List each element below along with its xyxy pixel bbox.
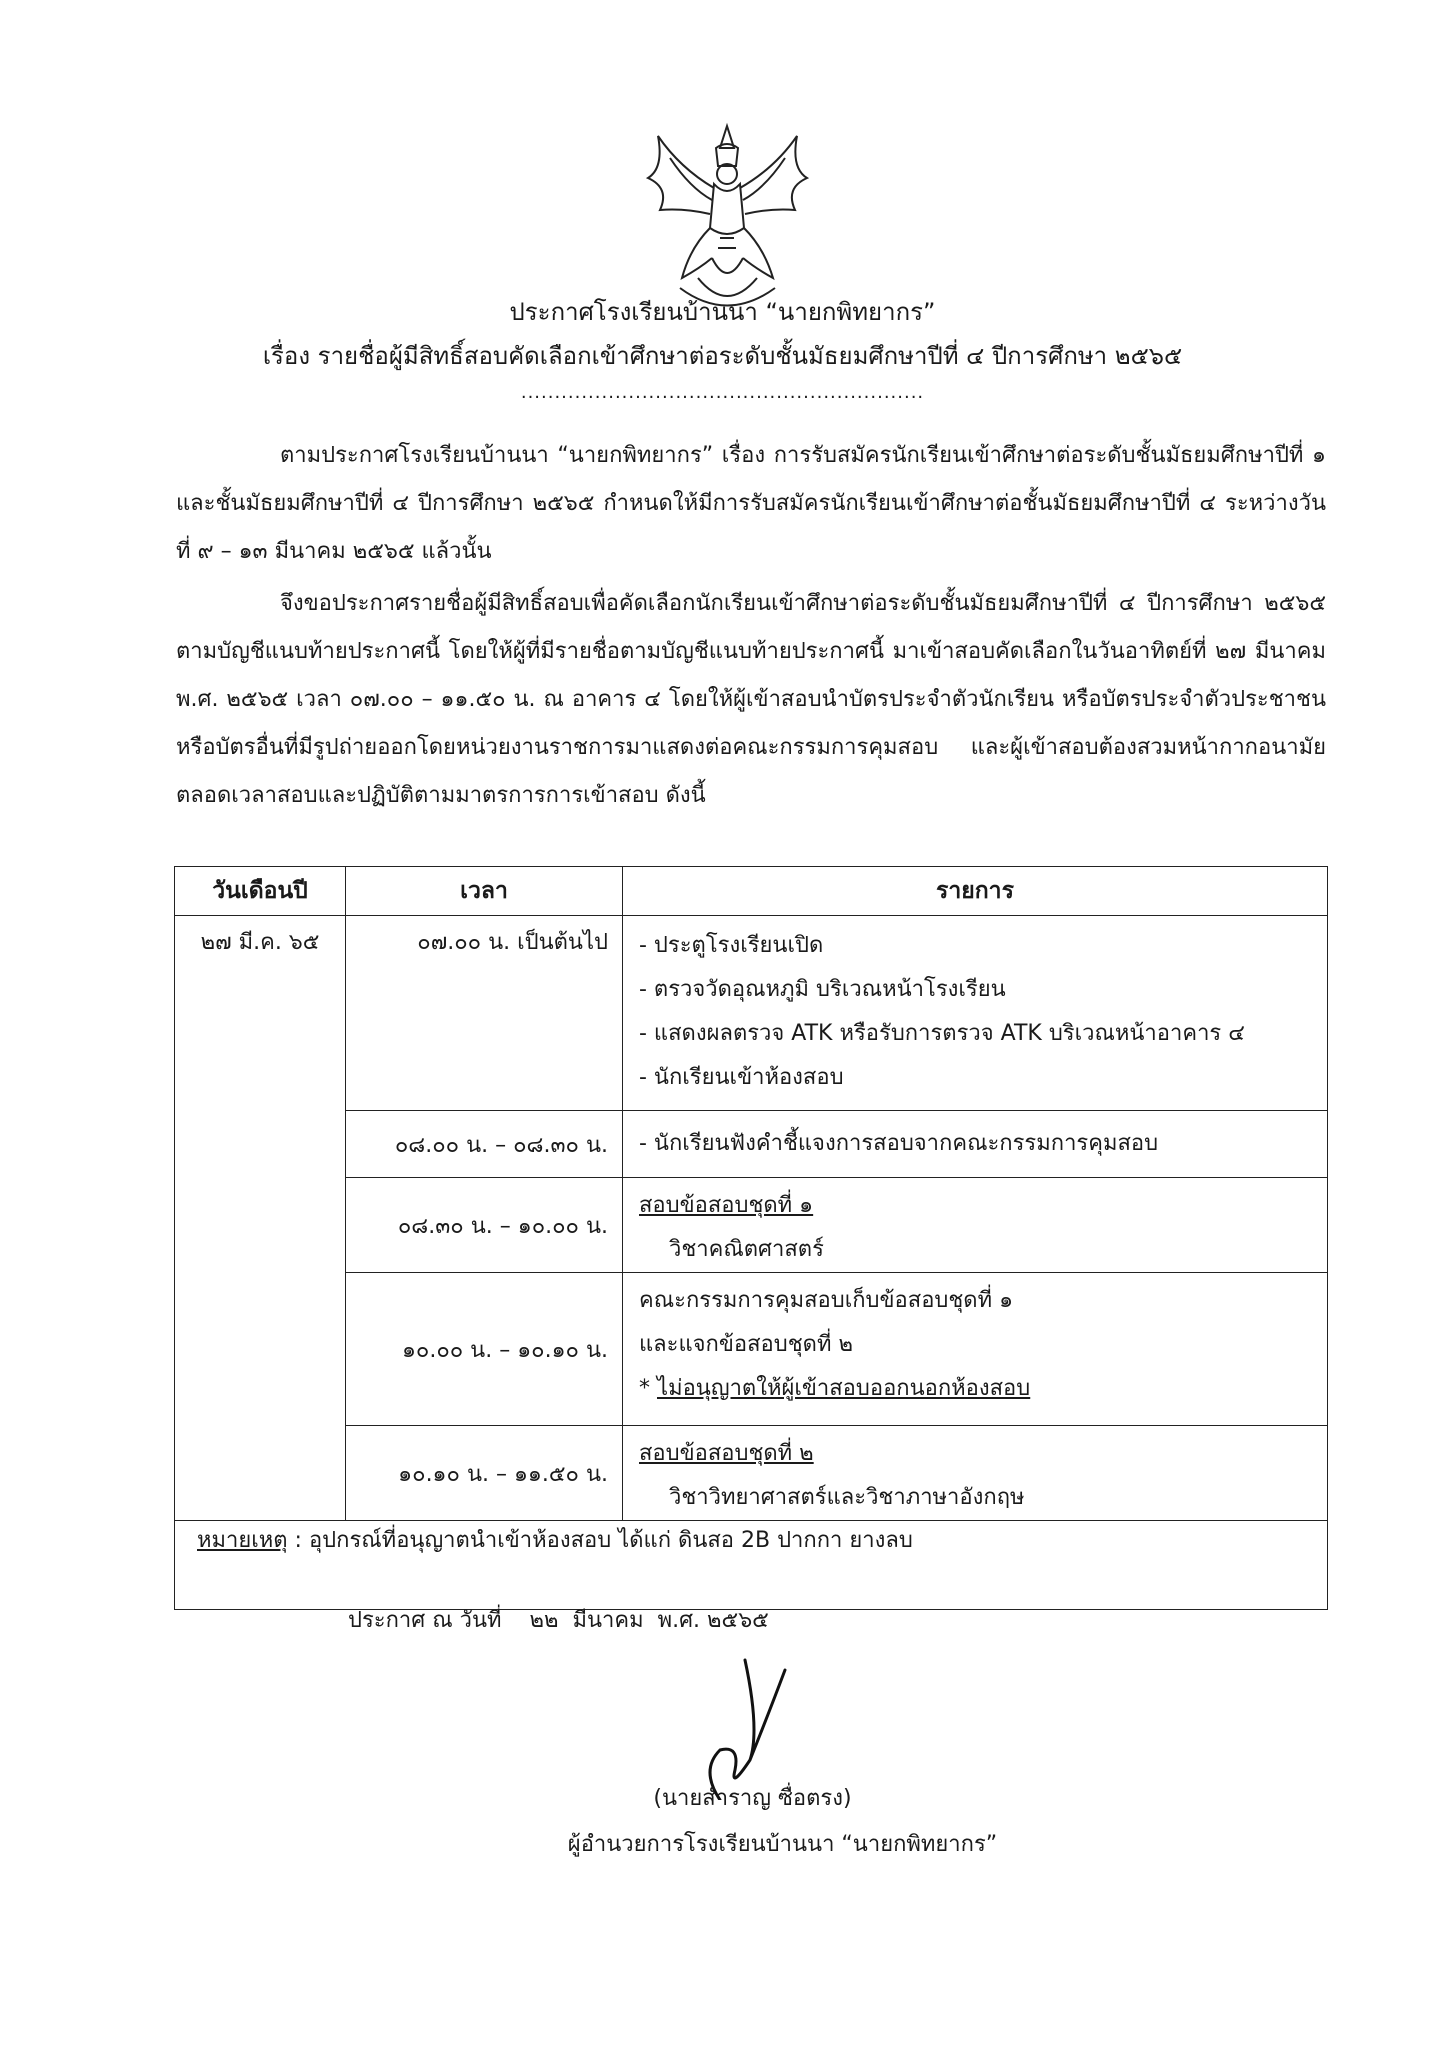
items-cell	[623, 1111, 1328, 1178]
note-cell	[175, 1521, 1328, 1610]
table-row	[175, 1426, 1328, 1521]
exam-date: ๒๗ มี.ค. ๖๕	[175, 916, 346, 1521]
note-label: หมายเหตุ	[197, 1528, 288, 1553]
header-date: วันเดือนปี	[175, 867, 346, 916]
time-cell: ๐๘.๓๐ น. – ๑๐.๐๐ น.	[346, 1178, 623, 1273]
table-row	[175, 1111, 1328, 1178]
table-header-row	[175, 867, 1328, 916]
exam-subject: วิชาวิทยาศาสตร์และวิชาภาษาอังกฤษ	[669, 1485, 1025, 1510]
body-paragraph-2: จึงขอประกาศรายชื่อผู้มีสิทธิ์สอบเพื่อคัดเลือกนักเรียนเข้าศึกษาต่อระดับชั้นมัธยมศึกษาปีที่ ๔ ปีการศึกษา ๒๕๖๕ ตามบัญชีแนบท้ายประกาศนี้ โดยให้ผู้ที่มีรายชื่อตามบัญชีแนบท้ายประกาศนี้ มาเข้าสอบคัดเลือกในวันอาทิตย์ที่ ๒๗ มีนาคม พ.ศ. ๒๕๖๕ เวลา ๐๗.๐๐ – ๑๑.๕๐ น. ณ อาคาร ๔ โดยให้ผู้เข้าสอบนำบัตรประจำตัวนักเรียน หรือบัตรประจำตัวประชาชน หรือบัตรอื่นที่มีรูปถ่ายออกโดยหน่วยงานราชการมาแสดงต่อคณะกรรมการคุมสอบ และผู้เข้าสอบต้องสวมหน้ากากอนามัยตลอดเวลาสอบและปฏิบัติตามมาตรการการเข้าสอบ ดังนี้	[176, 591, 1326, 808]
asterisk: *	[639, 1376, 657, 1401]
list-item: - แสดงผลตรวจ ATK หรือรับการตรวจ ATK บริเวณหน้าอาคาร ๔	[639, 1021, 1245, 1046]
time-cell: ๐๘.๐๐ น. – ๐๘.๓๐ น.	[346, 1111, 623, 1178]
list-item: คณะกรรมการคุมสอบเก็บข้อสอบชุดที่ ๑	[639, 1288, 1014, 1313]
exam-set-title: สอบข้อสอบชุดที่ ๑	[639, 1193, 814, 1218]
body-paragraph-1: ตามประกาศโรงเรียนบ้านนา “นายกพิทยากร” เรื่อง การรับสมัครนักเรียนเข้าศึกษาต่อระดับชั้นมัธยมศึกษาปีที่ ๑ และชั้นมัธยมศึกษาปีที่ ๔ ปีการศึกษา ๒๕๖๕ กำหนดให้มีการรับสมัครนักเรียนเข้าศึกษาต่อชั้นมัธยมศึกษาปีที่ ๔ ระหว่างวันที่ ๙ – ๑๓ มีนาคม ๒๕๖๕ แล้วนั้น	[176, 443, 1326, 564]
signer-name: (นายสำราญ ซื่อตรง)	[653, 1786, 852, 1811]
time-cell: ๑๐.๐๐ น. – ๑๐.๑๐ น.	[346, 1273, 623, 1426]
announce-date: ประกาศ ณ วันที่ ๒๒ มีนาคม พ.ศ. ๒๕๖๕	[348, 1608, 769, 1633]
signer-position: ผู้อำนวยการโรงเรียนบ้านนา “นายกพิทยากร”	[567, 1832, 998, 1857]
note-text: : อุปกรณ์ที่อนุญาตนำเข้าห้องสอบ ได้แก่ ดินสอ 2B ปากกา ยางลบ	[287, 1528, 913, 1553]
header-time: เวลา	[346, 867, 623, 916]
time-cell: ๐๗.๐๐ น. เป็นต้นไป	[346, 916, 623, 1111]
items-cell	[623, 1178, 1328, 1273]
exam-set-title: สอบข้อสอบชุดที่ ๒	[639, 1441, 814, 1466]
warning-text: ไม่อนุญาตให้ผู้เข้าสอบออกนอกห้องสอบ	[657, 1376, 1031, 1401]
table-row	[175, 1178, 1328, 1273]
time-cell: ๑๐.๑๐ น. – ๑๑.๕๐ น.	[346, 1426, 623, 1521]
announcement-title: ประกาศโรงเรียนบ้านนา “นายกพิทยากร”	[509, 298, 936, 326]
items-cell	[623, 1273, 1328, 1426]
list-item: - นักเรียนฟังคำชี้แจงการสอบจากคณะกรรมการคุมสอบ	[639, 1131, 1159, 1156]
exam-subject: วิชาคณิตศาสตร์	[669, 1237, 824, 1262]
list-item: - ตรวจวัดอุณหภูมิ บริเวณหน้าโรงเรียน	[639, 977, 1006, 1002]
list-item: - นักเรียนเข้าห้องสอบ	[639, 1065, 844, 1090]
header-items: รายการ	[623, 867, 1328, 916]
title-separator: ............................................................	[520, 382, 925, 403]
table-row	[175, 1273, 1328, 1426]
list-item: และแจกข้อสอบชุดที่ ๒	[639, 1332, 853, 1357]
garuda-emblem	[640, 118, 815, 318]
items-cell	[623, 916, 1328, 1111]
table-row	[175, 916, 1328, 1111]
announcement-subject: เรื่อง รายชื่อผู้มีสิทธิ์สอบคัดเลือกเข้าศึกษาต่อระดับชั้นมัธยมศึกษาปีที่ ๔ ปีการศึกษา ๒๕๖๕	[262, 342, 1183, 370]
exam-schedule-table	[174, 866, 1328, 1610]
table-note-row	[175, 1521, 1328, 1610]
list-item: - ประตูโรงเรียนเปิด	[639, 933, 824, 958]
handwritten-signature	[690, 1650, 800, 1800]
items-cell	[623, 1426, 1328, 1521]
warning-note	[639, 1367, 1311, 1411]
